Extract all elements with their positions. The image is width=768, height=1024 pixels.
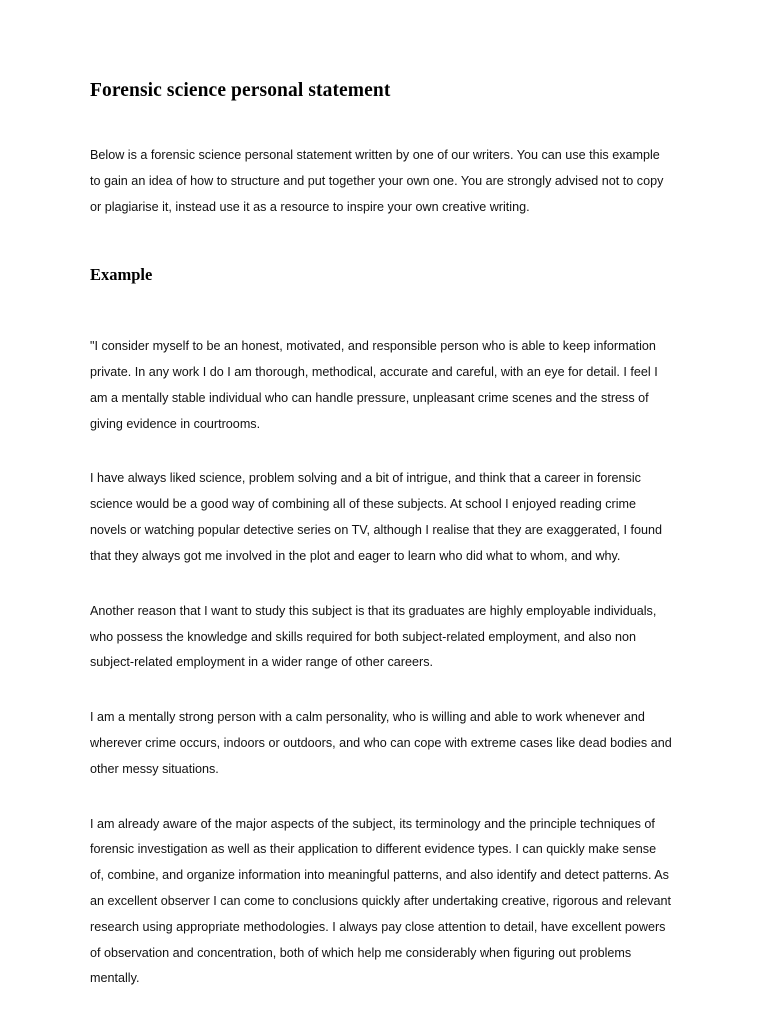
section-heading-example: Example [90, 264, 153, 284]
body-paragraph: I am a mentally strong person with a calm personality, who is willing and able to work whenever and wherever crime occurs, indoors or outdoors, and who can cope with extreme cases like dead bodies and other messy situations. [90, 710, 672, 776]
body-paragraph: I am already aware of the major aspects of the subject, its terminology and the principle techniques of forensic investigation as well as their application to different evidence types. I can quickly make sense of, combine, and organize information into meaningful patterns, and also identify and detect patterns. As an excellent observer I can come to conclusions quickly after undertaking creative, rigorous and relevant research using appropriate methodologies. I always pay close attention to detail, have excellent powers of observation and concentration, both of which help me considerably when figuring out problems mentally. [90, 816, 672, 986]
intro-paragraph: Below is a forensic science personal statement written by one of our writers. You can use this example to gain an idea of how to structure and put together your own one. You are strongly advised not to copy or plagiarise it, instead use it as a resource to inspire your own creative writing. [90, 148, 664, 214]
page-title: Forensic science personal statement [90, 80, 391, 101]
body-paragraph: Another reason that I want to study this subject is that its graduates are highly employable individuals, who possess the knowledge and skills required for both subject-related employment, and also non subject-related employment in a wider range of other careers. [90, 603, 657, 670]
body-paragraph: I have always liked science, problem solving and a bit of intrigue, and think that a career in forensic science would be a good way of combining all of these subjects. At school I enjoyed reading crime novels or watching popular detective series on TV, although I realise that they are exaggerated, I found that they always got me involved in the plot and eager to learn who did what to whom, and why. [90, 471, 662, 563]
body-paragraph: "I consider myself to be an honest, motivated, and responsible person who is able to keep information private. In any work I do I am thorough, methodical, accurate and careful, with an eye for detail. I feel I am a mentally stable individual who can handle pressure, unpleasant crime scenes and the stress of giving evidence in courtrooms. [90, 339, 658, 431]
